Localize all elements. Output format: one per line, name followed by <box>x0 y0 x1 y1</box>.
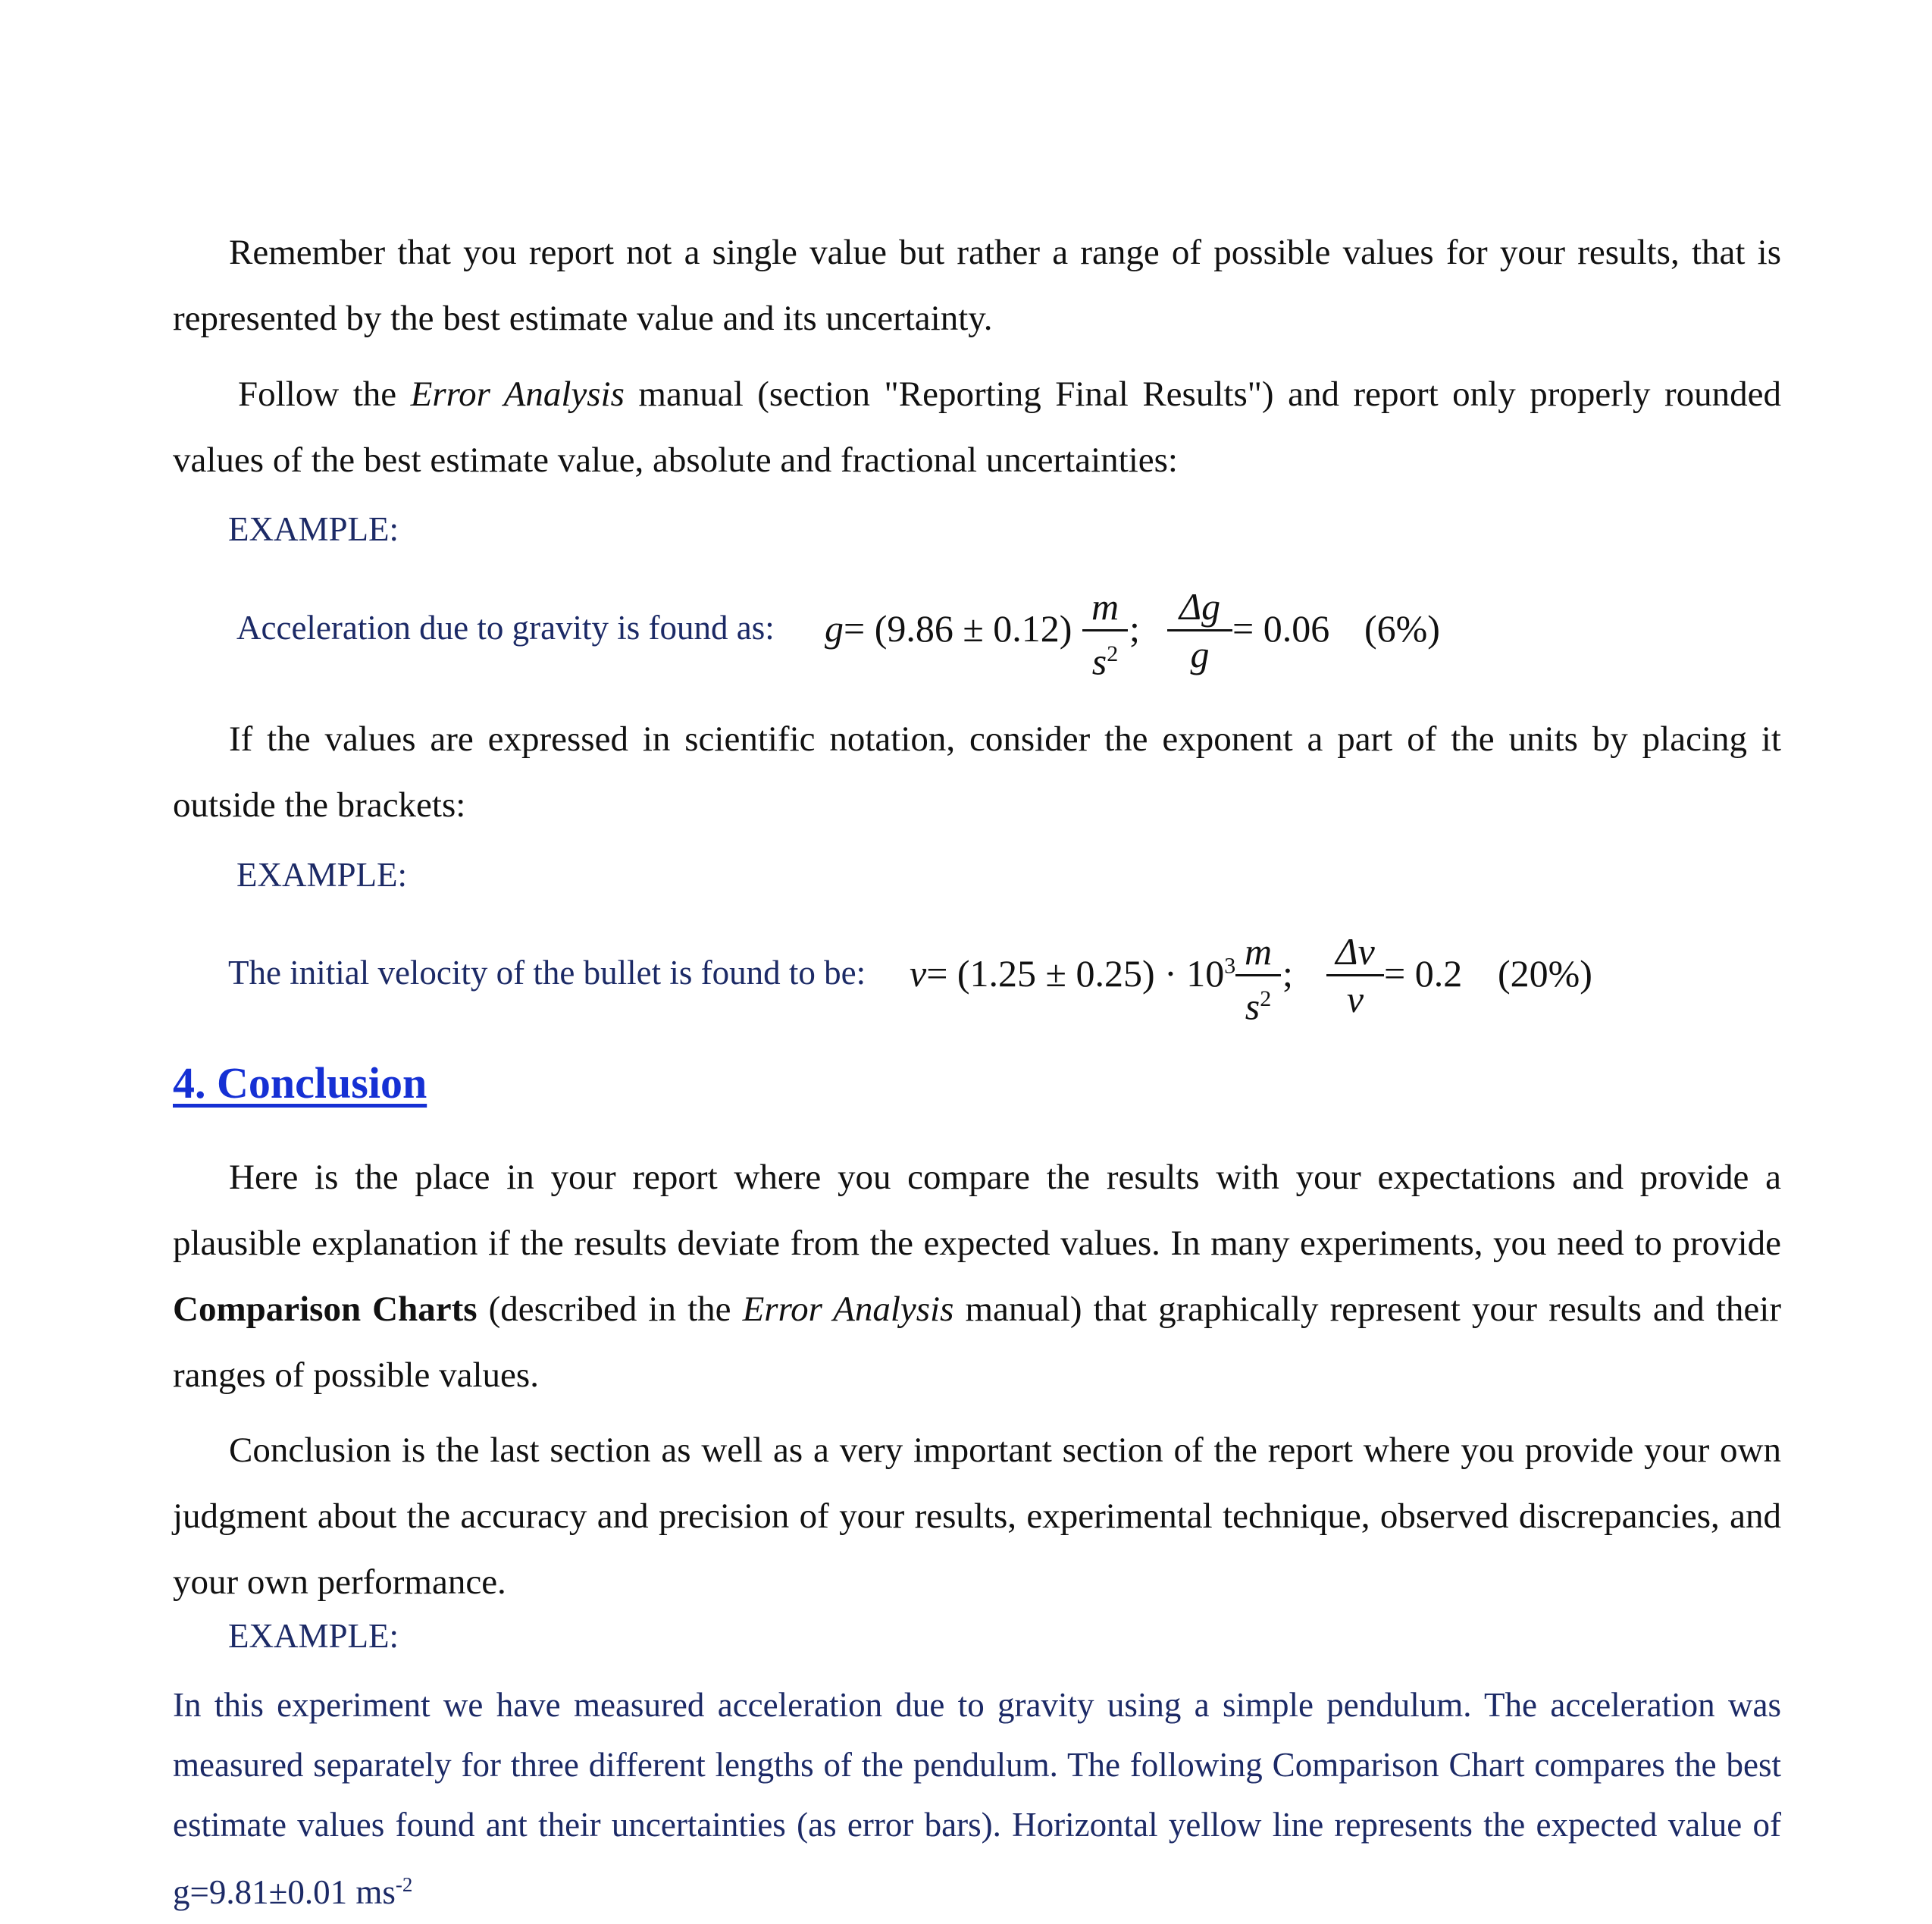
equation-lead-text: Acceleration due to gravity is found as: <box>236 609 775 647</box>
paragraph-conclusion-importance: Conclusion is the last section as well as a very important section of the report where you provide your own judgment about the accuracy and precision of your results, experimental technique, observed discrepancies, and your own performance. <box>173 1430 1781 1602</box>
example-label-1: EXAMPLE: <box>228 510 399 548</box>
relative-uncertainty-fraction: Δg g <box>1167 584 1232 677</box>
equation-percent: (20%) <box>1498 952 1592 995</box>
example-label-2: EXAMPLE: <box>236 856 407 894</box>
paragraph-report-range: Remember that you report not a single value but rather a range of possible values for your results, that is represented by the best estimate value and its uncertainty. <box>173 233 1781 338</box>
unit-fraction: m $s^2$ <box>1082 584 1128 677</box>
paragraph-follow-manual: Follow the Error Analysis manual (section "Reporting Final Results") and report only properly rounded values of the best estimate value, absolute and fractional uncertainties: <box>173 374 1781 480</box>
section-heading-conclusion: 4. Conclusion <box>173 1058 427 1108</box>
equation-gravity <box>0 584 1932 682</box>
comparison-charts-term: Comparison Charts <box>173 1289 478 1329</box>
relative-uncertainty-fraction: Δv v <box>1326 929 1384 1022</box>
equation-separator: ; <box>1282 952 1293 995</box>
equation-expression: g= (9.86 ± 0.12) <box>825 607 1072 650</box>
unit-fraction: m $s^2$ <box>1235 929 1281 1022</box>
example-conclusion-text: In this experiment we have measured acceleration due to gravity using a simple pendulum. The acceleration was measured separately for three different lengths of the pendulum. The following Comparison Chart compares the best estimate values found ant their uncertainties (as error bars). Horizontal yellow line represents the expected value of g=9.81±0.01 $ms^{-2}$ <box>173 1686 1781 1911</box>
error-analysis-reference: Error Analysis <box>410 374 625 414</box>
equation-lead-text: The initial velocity of the bullet is found to be: <box>228 954 866 992</box>
equation-expression: $v= (1.25 \pm 0.25) \cdot 10^3$ <box>910 952 1236 995</box>
equation-result: = 0.06 <box>1232 607 1330 650</box>
equation-result: = 0.2 <box>1384 952 1463 995</box>
example-label-3: EXAMPLE: <box>228 1617 399 1655</box>
equation-velocity <box>0 929 1932 1027</box>
equation-separator: ; <box>1129 607 1140 650</box>
error-analysis-reference: Error Analysis <box>742 1289 954 1329</box>
paragraph-comparison: Here is the place in your report where you compare the results with your expectations and provide a plausible explanation if the results deviate from the expected values. In many experiments, you need to provide Comparison Charts (described in the Error Analysis manual) that graphically represent your results and their ranges of possible values. <box>173 1158 1781 1395</box>
equation-percent: (6%) <box>1364 607 1440 650</box>
paragraph-scientific-notation: If the values are expressed in scientific notation, consider the exponent a part of the units by placing it outside the brackets: <box>173 719 1781 825</box>
